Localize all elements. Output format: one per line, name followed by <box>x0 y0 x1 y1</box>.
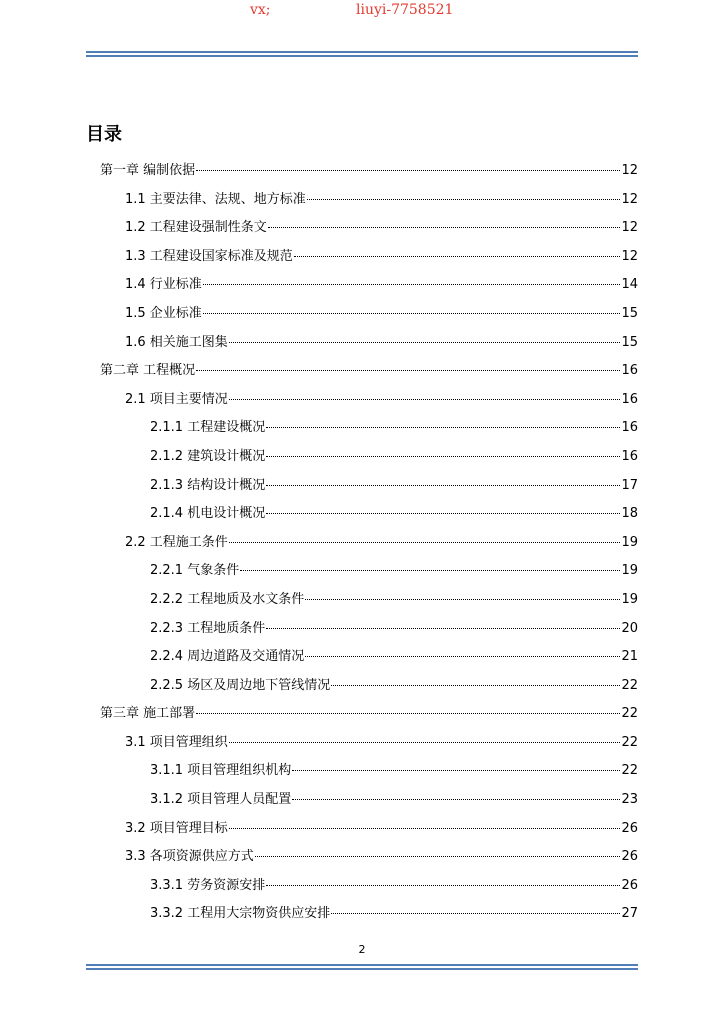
toc-leader-dots <box>266 427 620 428</box>
footer-rule <box>86 964 638 970</box>
toc-entry-page: 16 <box>621 391 638 407</box>
toc-entry[interactable] <box>100 845 638 874</box>
header-rule <box>86 51 638 57</box>
toc-leader-dots <box>229 828 621 829</box>
toc-entry-page: 16 <box>621 363 638 379</box>
toc-leader-dots <box>305 656 620 657</box>
toc-entry-label: 3.1.2 项目管理人员配置 <box>150 792 292 808</box>
toc-leader-dots <box>203 313 621 314</box>
toc-leader-dots <box>266 628 620 629</box>
toc-entry-label: 1.1 主要法律、法规、地方标准 <box>125 191 306 207</box>
toc-entry-page: 14 <box>621 277 638 293</box>
toc-leader-dots <box>331 913 620 914</box>
toc-leader-dots <box>266 485 620 486</box>
toc-leader-dots <box>229 542 621 543</box>
toc-entry-label: 2.2.3 工程地质条件 <box>150 620 266 636</box>
toc-entry[interactable] <box>100 788 638 817</box>
toc-entry-page: 18 <box>621 506 638 522</box>
toc-entry[interactable] <box>100 188 638 217</box>
toc-entry-label: 1.4 行业标准 <box>125 277 202 293</box>
toc-entry[interactable] <box>100 273 638 302</box>
page-number: 2 <box>358 943 366 956</box>
toc-entry-page: 22 <box>621 706 638 722</box>
toc-entry-page: 19 <box>621 534 638 550</box>
toc-entry[interactable] <box>100 588 638 617</box>
toc-leader-dots <box>196 170 620 171</box>
toc-leader-dots <box>229 742 621 743</box>
toc-entry-label: 2.2.2 工程地质及水文条件 <box>150 591 305 607</box>
toc-entry[interactable] <box>100 502 638 531</box>
toc-leader-dots <box>292 770 620 771</box>
toc-entry-label: 1.3 工程建设国家标准及规范 <box>125 248 293 264</box>
toc-entry-label: 3.2 项目管理目标 <box>125 820 228 836</box>
toc-leader-dots <box>255 856 621 857</box>
toc-entry-page: 22 <box>621 734 638 750</box>
toc-entry-page: 12 <box>621 191 638 207</box>
toc-entry[interactable] <box>100 531 638 560</box>
toc-entry[interactable] <box>100 445 638 474</box>
toc-entry-page: 16 <box>621 448 638 464</box>
toc-leader-dots <box>196 370 620 371</box>
toc-entry[interactable] <box>100 388 638 417</box>
toc-entry[interactable] <box>100 216 638 245</box>
toc-leader-dots <box>331 685 620 686</box>
toc-leader-dots <box>266 885 620 886</box>
toc-leader-dots <box>229 399 621 400</box>
toc-leader-dots <box>292 799 620 800</box>
toc-entry-label: 1.6 相关施工图集 <box>125 334 228 350</box>
toc-entry-page: 26 <box>621 849 638 865</box>
toc-entry-label: 2.2.1 气象条件 <box>150 563 240 579</box>
watermark-right: liuyi-7758521 <box>356 2 454 18</box>
toc-entry-label: 2.1.3 结构设计概况 <box>150 477 266 493</box>
toc-entry-page: 15 <box>621 305 638 321</box>
toc-leader-dots <box>240 570 620 571</box>
toc-entry-page: 27 <box>621 906 638 922</box>
toc-entry[interactable] <box>100 474 638 503</box>
watermark <box>0 0 724 22</box>
toc-entry-page: 12 <box>621 220 638 236</box>
toc-entry[interactable] <box>100 245 638 274</box>
toc-entry-page: 26 <box>621 877 638 893</box>
toc-entry-page: 23 <box>621 792 638 808</box>
toc-entry-page: 17 <box>621 477 638 493</box>
toc-entry[interactable] <box>100 702 638 731</box>
toc-entry-label: 3.3 各项资源供应方式 <box>125 849 254 865</box>
toc-entry[interactable] <box>100 559 638 588</box>
toc-entry-label: 2.1.4 机电设计概况 <box>150 506 266 522</box>
toc-entry-label: 1.5 企业标准 <box>125 305 202 321</box>
toc-entry[interactable] <box>100 617 638 646</box>
toc-entry[interactable] <box>100 359 638 388</box>
toc-entry-label: 3.3.1 劳务资源安排 <box>150 877 266 893</box>
table-of-contents <box>100 159 638 931</box>
toc-entry[interactable] <box>100 731 638 760</box>
toc-entry-page: 21 <box>621 649 638 665</box>
toc-entry-label: 3.1 项目管理组织 <box>125 734 228 750</box>
toc-leader-dots <box>266 513 620 514</box>
toc-entry-page: 12 <box>621 248 638 264</box>
toc-entry-label: 1.2 工程建设强制性条文 <box>125 220 267 236</box>
toc-entry[interactable] <box>100 331 638 360</box>
toc-entry[interactable] <box>100 759 638 788</box>
toc-leader-dots <box>294 256 621 257</box>
toc-entry-page: 19 <box>621 591 638 607</box>
toc-entry-label: 3.3.2 工程用大宗物资供应安排 <box>150 906 331 922</box>
toc-entry-label: 第二章 工程概况 <box>100 363 196 379</box>
toc-leader-dots <box>305 599 620 600</box>
toc-entry-label: 2.2.5 场区及周边地下管线情况 <box>150 677 331 693</box>
toc-entry-page: 19 <box>621 563 638 579</box>
toc-leader-dots <box>266 456 620 457</box>
toc-entry[interactable] <box>100 874 638 903</box>
toc-leader-dots <box>203 284 621 285</box>
toc-entry-label: 2.2.4 周边道路及交通情况 <box>150 649 305 665</box>
toc-title: 目录 <box>86 124 122 145</box>
toc-entry-page: 16 <box>621 420 638 436</box>
toc-leader-dots <box>229 342 621 343</box>
toc-entry-page: 20 <box>621 620 638 636</box>
toc-entry[interactable] <box>100 902 638 931</box>
toc-entry[interactable] <box>100 645 638 674</box>
toc-leader-dots <box>196 713 620 714</box>
toc-entry[interactable] <box>100 674 638 703</box>
toc-entry[interactable] <box>100 159 638 188</box>
toc-leader-dots <box>268 227 621 228</box>
toc-entry-label: 3.1.1 项目管理组织机构 <box>150 763 292 779</box>
toc-entry-page: 26 <box>621 820 638 836</box>
toc-entry-label: 2.2 工程施工条件 <box>125 534 228 550</box>
toc-entry-label: 2.1.2 建筑设计概况 <box>150 448 266 464</box>
toc-entry[interactable] <box>100 817 638 846</box>
toc-entry[interactable] <box>100 416 638 445</box>
toc-entry-label: 2.1.1 工程建设概况 <box>150 420 266 436</box>
toc-entry-page: 22 <box>621 677 638 693</box>
toc-entry-page: 12 <box>621 163 638 178</box>
toc-entry-label: 第三章 施工部署 <box>100 706 196 722</box>
toc-entry-label: 2.1 项目主要情况 <box>125 391 228 407</box>
toc-leader-dots <box>307 199 621 200</box>
toc-entry-page: 22 <box>621 763 638 779</box>
toc-entry-label: 第一章 编制依据 <box>100 163 196 178</box>
toc-entry-page: 15 <box>621 334 638 350</box>
watermark-left: vx; <box>250 2 271 18</box>
toc-entry[interactable] <box>100 302 638 331</box>
